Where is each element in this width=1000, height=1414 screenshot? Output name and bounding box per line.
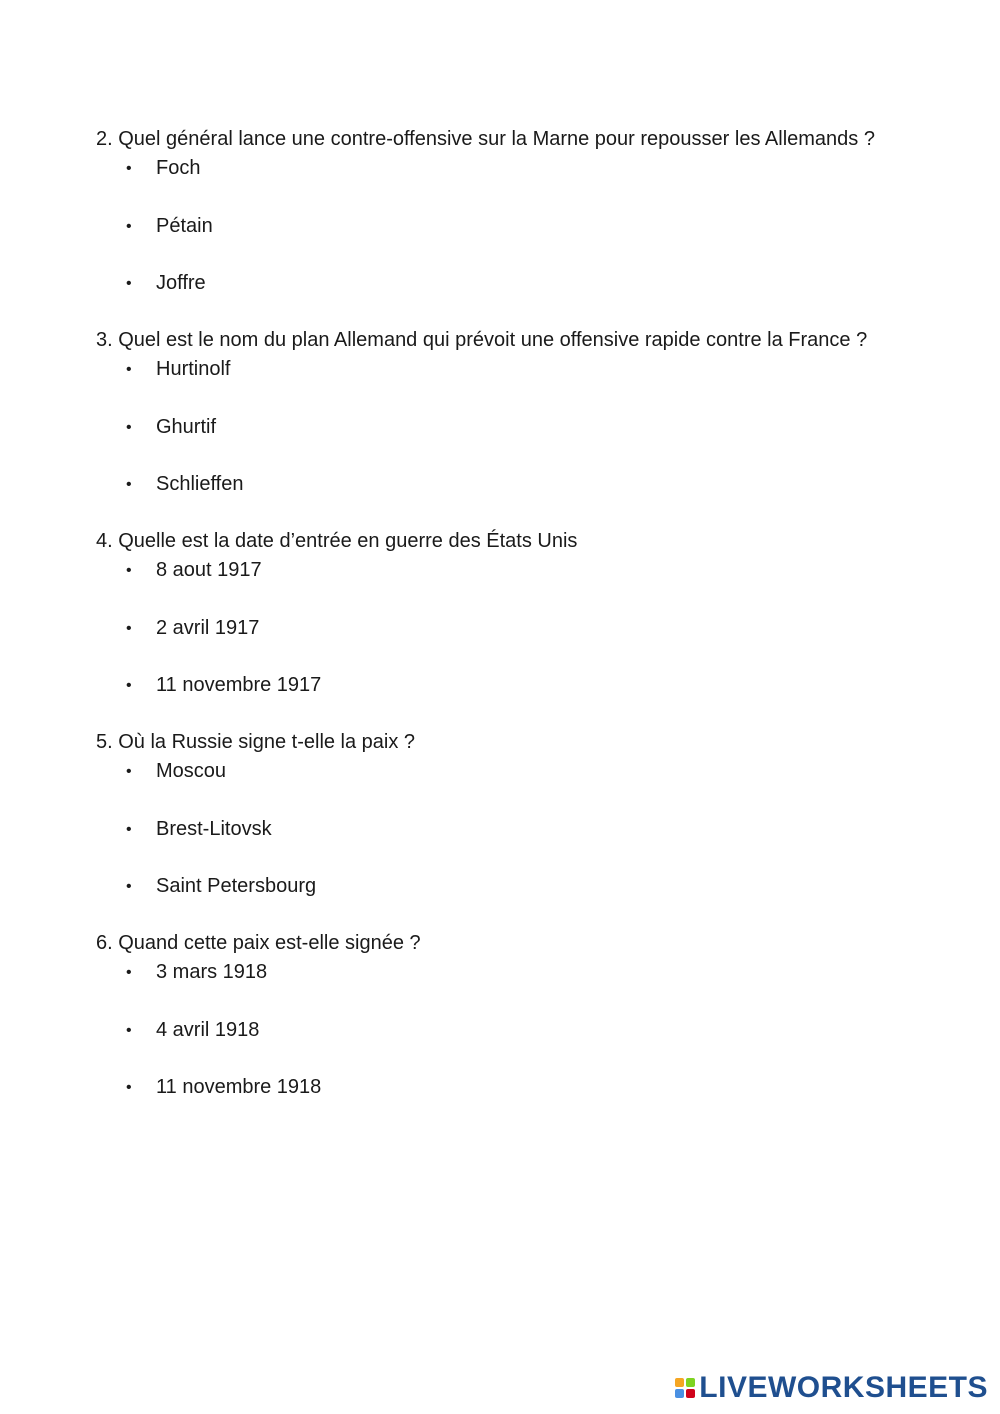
options-list xyxy=(96,958,876,1102)
bullet-icon: • xyxy=(126,964,132,981)
logo-square xyxy=(686,1378,695,1387)
bullet-icon: • xyxy=(126,677,132,694)
question-5 xyxy=(96,728,876,901)
option-label: Saint Petersbourg xyxy=(156,875,317,897)
option-label: Joffre xyxy=(156,272,206,294)
bullet-icon: • xyxy=(126,418,132,436)
bullet-icon: • xyxy=(126,217,132,235)
option-label: 11 novembre 1918 xyxy=(156,1076,322,1098)
bullet-icon: • xyxy=(126,275,132,292)
option-item[interactable] xyxy=(96,872,876,901)
bullet-icon: • xyxy=(126,1021,132,1039)
bullet-icon: • xyxy=(126,763,132,780)
question-2 xyxy=(96,125,876,298)
option-item[interactable] xyxy=(96,671,876,700)
question-text: 4. Quelle est la date d’entrée en guerre des États Unis xyxy=(96,530,578,552)
bullet-icon: • xyxy=(126,878,132,895)
brand-name: LIVEWORKSHEETS xyxy=(699,1371,988,1404)
option-label: Ghurtif xyxy=(156,415,217,438)
question-4 xyxy=(96,527,876,700)
bullet-icon: • xyxy=(126,476,132,493)
bullet-icon: • xyxy=(126,160,132,177)
option-item[interactable] xyxy=(96,1073,876,1102)
bullet-icon: • xyxy=(126,619,132,637)
option-item[interactable] xyxy=(96,154,876,183)
bullet-icon: • xyxy=(126,562,132,579)
questions-list xyxy=(96,125,876,1130)
bullet-icon: • xyxy=(126,1079,132,1096)
option-item[interactable] xyxy=(96,355,876,384)
option-item[interactable] xyxy=(96,1016,876,1045)
question-text: 5. Où la Russie signe t-elle la paix ? xyxy=(96,731,416,753)
options-list xyxy=(96,355,876,499)
question-text: 3. Quel est le nom du plan Allemand qui prévoit une offensive rapide contre la France ? xyxy=(96,329,868,351)
option-item[interactable] xyxy=(96,757,876,786)
option-label: 2 avril 1917 xyxy=(156,616,260,639)
option-label: 3 mars 1918 xyxy=(156,961,268,983)
option-item[interactable] xyxy=(96,815,876,844)
question-3 xyxy=(96,326,876,499)
option-item[interactable] xyxy=(96,212,876,241)
bullet-icon: • xyxy=(126,361,132,378)
option-item[interactable] xyxy=(96,556,876,585)
option-label: 4 avril 1918 xyxy=(156,1018,260,1041)
option-label: Hurtinolf xyxy=(156,358,231,380)
option-label: 11 novembre 1917 xyxy=(156,674,322,696)
logo-square xyxy=(686,1389,695,1398)
liveworksheets-logo-icon xyxy=(675,1378,695,1398)
option-label: Schlieffen xyxy=(156,473,244,495)
question-text: 2. Quel général lance une contre-offensive sur la Marne pour repousser les Allemands ? xyxy=(96,128,875,150)
option-label: 8 aout 1917 xyxy=(156,559,262,581)
option-item[interactable] xyxy=(96,470,876,499)
option-label: Brest-Litovsk xyxy=(156,817,272,840)
bullet-icon: • xyxy=(126,820,132,838)
options-list xyxy=(96,154,876,298)
option-item[interactable] xyxy=(96,269,876,298)
option-item[interactable] xyxy=(96,958,876,987)
option-item[interactable] xyxy=(96,413,876,442)
logo-square xyxy=(675,1389,684,1398)
option-label: Pétain xyxy=(156,214,213,237)
logo-square xyxy=(675,1378,684,1387)
question-6 xyxy=(96,929,876,1102)
question-text: 6. Quand cette paix est-elle signée ? xyxy=(96,932,421,954)
option-label: Moscou xyxy=(156,760,227,782)
option-label: Foch xyxy=(156,157,201,179)
liveworksheets-brand xyxy=(675,1370,988,1406)
options-list xyxy=(96,556,876,700)
option-item[interactable] xyxy=(96,614,876,643)
options-list xyxy=(96,757,876,901)
